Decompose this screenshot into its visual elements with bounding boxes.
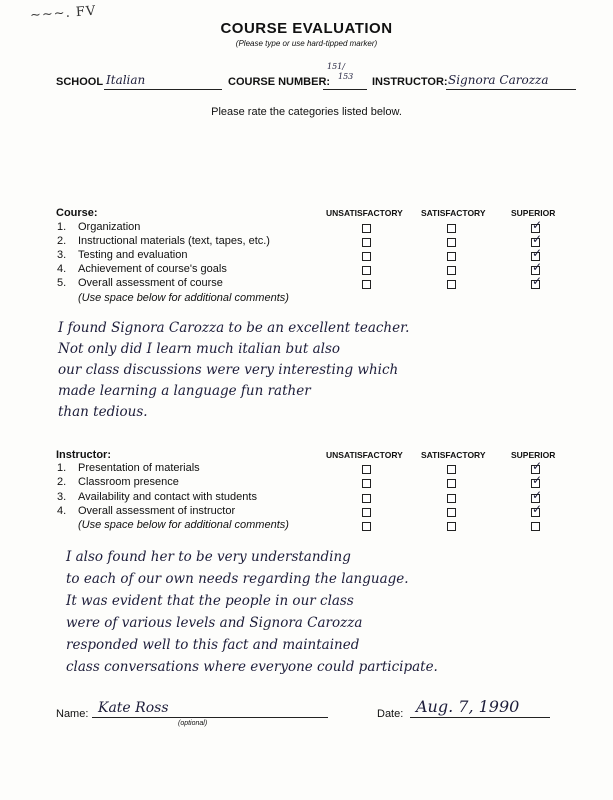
col-unsatisfactory-2: UNSATISFACTORY (326, 450, 403, 460)
item-label: Organization (78, 221, 141, 233)
col-superior-2: SUPERIOR (511, 450, 556, 460)
col-superior: SUPERIOR (511, 208, 556, 218)
name-label: Name: (56, 708, 89, 720)
name-underline (92, 717, 328, 718)
item-label: Classroom presence (78, 476, 179, 489)
item-number: 4. (57, 504, 67, 517)
rating-checkbox-satisfactory[interactable] (447, 252, 456, 261)
item-number: 3. (57, 249, 67, 261)
rating-checkbox-extra[interactable] (447, 522, 456, 531)
checkmark-icon: ✓ (532, 218, 543, 232)
course-number-underline (323, 89, 367, 90)
checkmark-icon: ✓ (532, 274, 543, 288)
rating-checkbox-satisfactory[interactable] (447, 280, 456, 289)
item-label: Instructional materials (text, tapes, etc.) (78, 235, 270, 247)
rating-checkbox-extra[interactable] (531, 522, 540, 531)
instructor-comment[interactable]: I also found her to be very understanding to each of our own needs regarding the language. It was evident that the people in our class were of various levels and Signora Carozza responded well to this fact and maintained class conversations where everyone could participate. (66, 549, 438, 675)
rating-checkbox-satisfactory[interactable] (447, 479, 456, 488)
rating-checkbox-satisfactory[interactable] (447, 465, 456, 474)
instructor-label: INSTRUCTOR: (372, 76, 448, 88)
rating-checkbox-unsatisfactory[interactable] (362, 238, 371, 247)
item-label: Availability and contact with students (78, 490, 257, 503)
corner-scribble: ~~~. FV (29, 3, 97, 24)
course-comment-note: (Use space below for additional comments) (78, 292, 289, 304)
checkmark-icon: ✓ (532, 260, 543, 274)
rating-checkbox-unsatisfactory[interactable] (362, 465, 371, 474)
form-subtitle: (Please type or use hard-tipped marker) (235, 39, 378, 48)
checkmark-icon: ✓ (532, 246, 543, 260)
instructor-underline (446, 89, 576, 90)
rating-checkbox-satisfactory[interactable] (447, 494, 456, 503)
course-number-value-bottom: 153 (338, 72, 354, 81)
item-number: 1. (57, 462, 67, 474)
rating-checkbox-unsatisfactory[interactable] (362, 252, 371, 261)
rating-checkbox-unsatisfactory[interactable] (362, 224, 371, 233)
name-value[interactable]: Kate Ross (98, 700, 169, 716)
item-label: Overall assessment of instructor (78, 504, 236, 517)
item-number: 3. (57, 490, 67, 503)
optional-label: (optional) (178, 720, 208, 727)
item-label: Achievement of course's goals (78, 263, 227, 275)
item-number: 5. (57, 277, 67, 289)
rating-checkbox-unsatisfactory[interactable] (362, 508, 371, 517)
course-number-label: COURSE NUMBER: (228, 76, 331, 88)
school-label: SCHOOL (56, 76, 104, 88)
rating-checkbox-unsatisfactory[interactable] (362, 280, 371, 289)
course-comment[interactable]: I found Signora Carozza to be an excellent teacher. Not only did I learn much italian but also our class discussions were very interesting which made learning a language fun rather than tedious. (58, 320, 410, 420)
date-value[interactable]: Aug. 7, 1990 (416, 697, 520, 716)
col-unsatisfactory: UNSATISFACTORY (326, 208, 403, 218)
rating-checkbox-extra[interactable] (362, 522, 371, 531)
checkmark-icon: ✓ (532, 487, 543, 502)
checkmark-icon: ✓ (532, 232, 543, 246)
col-satisfactory-2: SATISFACTORY (421, 450, 486, 460)
item-number: 2. (57, 235, 67, 247)
instructor-comment-note: (Use space below for additional comments) (78, 519, 289, 531)
rating-checkbox-unsatisfactory[interactable] (362, 266, 371, 275)
item-label: Testing and evaluation (78, 249, 188, 261)
item-label: Presentation of materials (78, 462, 200, 474)
item-number: 2. (57, 476, 67, 489)
item-number: 4. (57, 263, 67, 275)
date-label: Date: (377, 708, 404, 720)
instructions: Please rate the categories listed below. (211, 106, 402, 118)
course-number-value-top: 151/ (327, 62, 345, 71)
checkmark-icon: ✓ (532, 459, 543, 473)
date-underline (410, 717, 550, 718)
rating-checkbox-unsatisfactory[interactable] (362, 479, 371, 488)
item-number: 1. (57, 221, 67, 233)
school-underline (104, 89, 222, 90)
form-title: COURSE EVALUATION (220, 20, 393, 37)
checkmark-icon: ✓ (532, 501, 543, 516)
course-section-title: Course: (56, 207, 98, 219)
rating-checkbox-satisfactory[interactable] (447, 224, 456, 233)
rating-checkbox-satisfactory[interactable] (447, 238, 456, 247)
instructor-section-title: Instructor: (56, 449, 111, 461)
rating-checkbox-satisfactory[interactable] (447, 508, 456, 517)
rating-checkbox-unsatisfactory[interactable] (362, 494, 371, 503)
checkmark-icon: ✓ (532, 473, 543, 488)
rating-checkbox-satisfactory[interactable] (447, 266, 456, 275)
item-label: Overall assessment of course (78, 277, 223, 289)
school-value[interactable]: Italian (106, 73, 146, 87)
col-satisfactory: SATISFACTORY (421, 208, 486, 218)
instructor-value[interactable]: Signora Carozza (448, 73, 549, 87)
